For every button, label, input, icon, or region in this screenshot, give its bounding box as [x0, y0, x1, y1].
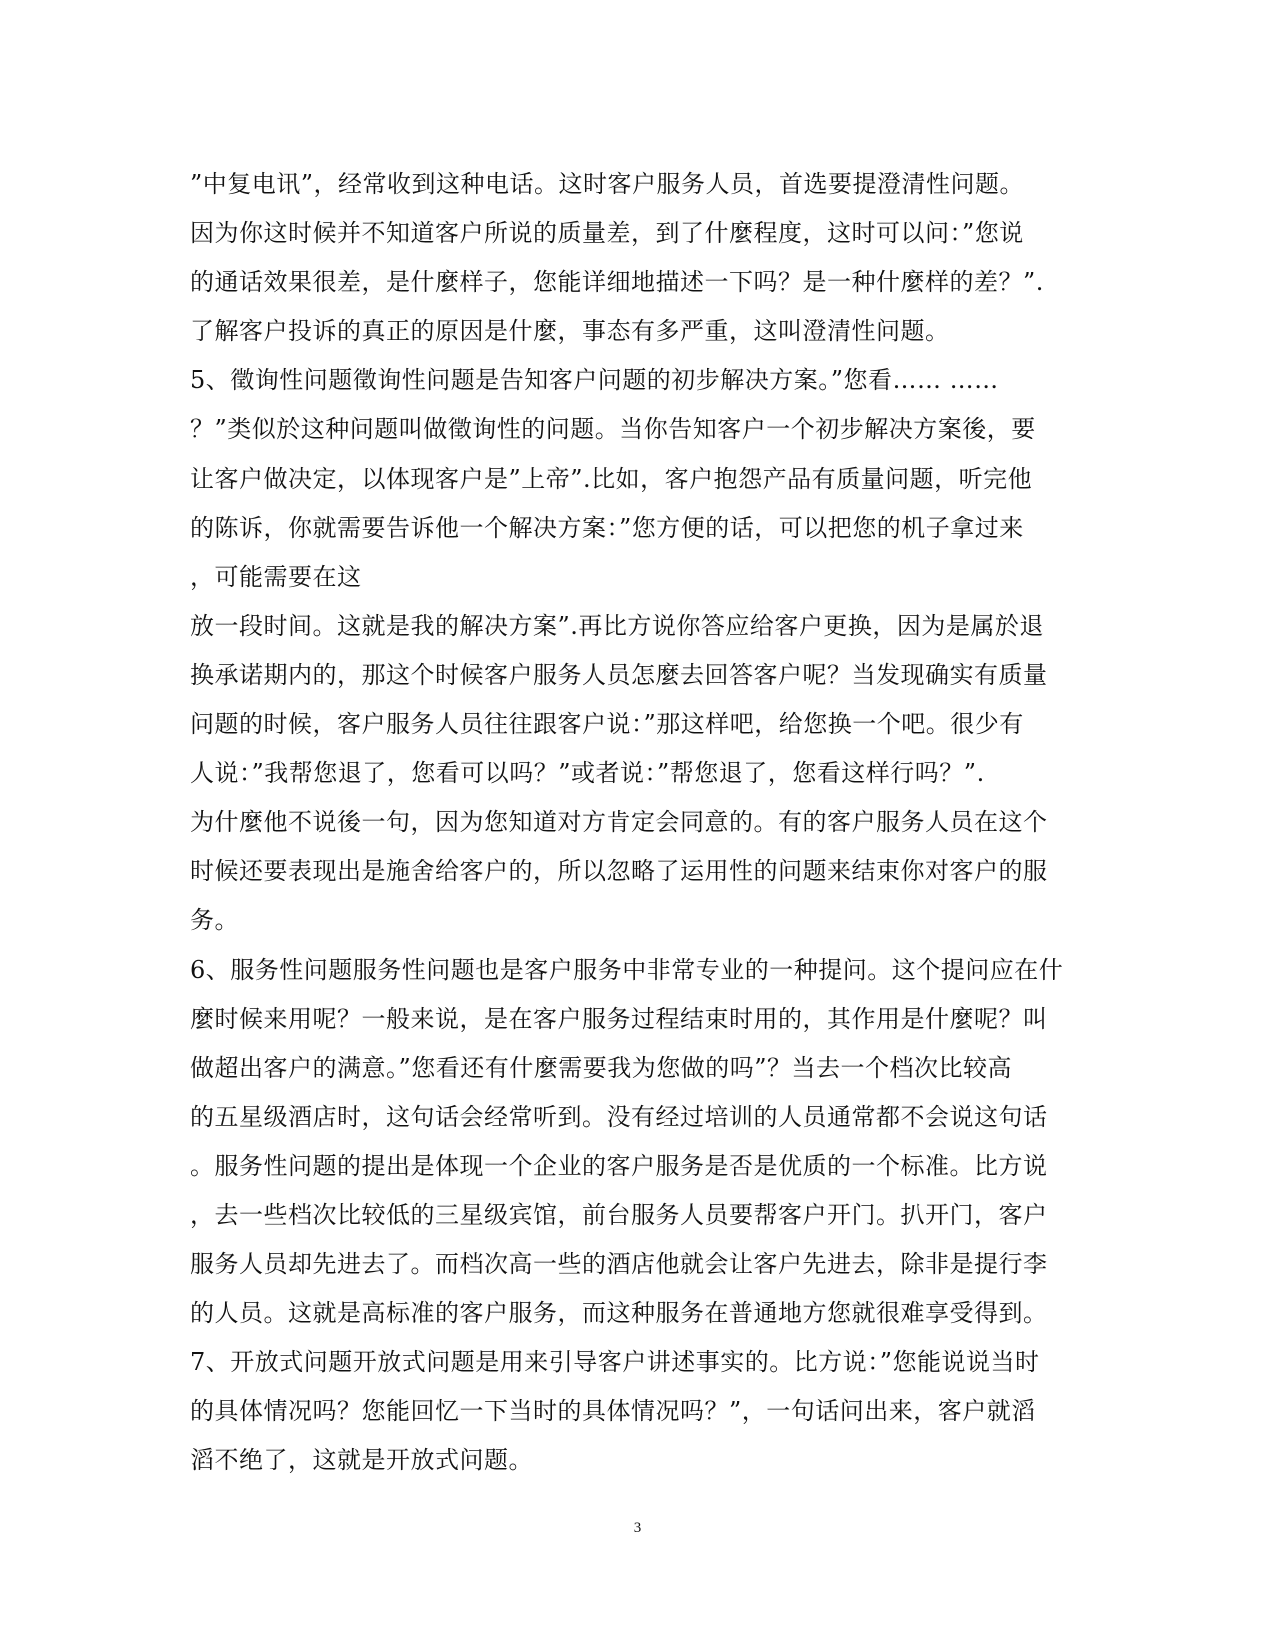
text-line: 换承诺期内的，那这个时候客户服务人员怎麼去回答客户呢？当发现确实有质量 — [190, 660, 1048, 689]
text-line: 让客户做决定，以体现客户是”上帝”.比如，客户抱怨产品有质量问题，听完他 — [190, 464, 1033, 493]
text-line: 的陈诉，你就需要告诉他一个解决方案：”您方便的话，可以把您的机子拿过来 — [190, 513, 1024, 542]
text-line: ，去一些档次比较低的三星级宾馆，前台服务人员要帮客户开门。扒开门，客户 — [190, 1200, 1048, 1229]
text-line: 做超出客户的满意。”您看还有什麼需要我为您做的吗”？当去一个档次比较高 — [190, 1053, 1013, 1082]
text-line: 因为你这时候并不知道客户所说的质量差，到了什麼程度，这时可以问：”您说 — [190, 219, 1024, 248]
text-line: 为什麼他不说後一句，因为您知道对方肯定会同意的。有的客户服务人员在这个 — [190, 808, 1048, 837]
text-line: 了解客户投诉的真正的原因是什麼，事态有多严重，这叫澄清性问题。 — [190, 317, 950, 346]
text-line: 务。 — [190, 906, 239, 935]
text-line: ？”类似於这种问题叫做徵询性的问题。当你告知客户一个初步解决方案後，要 — [190, 415, 1036, 444]
body-text — [190, 160, 1070, 1486]
text-line: 放一段时间。这就是我的解决方案”.再比方说你答应给客户更换，因为是属於退 — [190, 611, 1044, 640]
text-line: 的人员。这就是高标准的客户服务，而这种服务在普通地方您就很难享受得到。 — [190, 1299, 1048, 1328]
text-line: 问题的时候，客户服务人员往往跟客户说：”那这样吧，给您换一个吧。很少有 — [190, 710, 1024, 739]
text-line: 。服务性问题的提出是体现一个企业的客户服务是否是优质的一个标准。比方说 — [190, 1151, 1048, 1180]
text-line: ，可能需要在这 — [190, 562, 362, 591]
text-line: 服务人员却先进去了。而档次高一些的酒店他就会让客户先进去，除非是提行李 — [190, 1250, 1048, 1279]
text-line: 的具体情况吗？您能回忆一下当时的具体情况吗？”，一句话问出来，客户就滔 — [190, 1397, 1036, 1426]
text-line: ”中复电讯”，经常收到这种电话。这时客户服务人员，首选要提澄清性问题。 — [190, 170, 1025, 198]
text-line: 麼时候来用呢？一般来说，是在客户服务过程结束时用的，其作用是什麼呢？叫 — [190, 1004, 1048, 1033]
text-line: 滔不绝了，这就是开放式问题。 — [190, 1446, 533, 1475]
text-line: 5、徵询性问题徵询性问题是告知客户问题的初步解决方案。”您看…… …… — [190, 366, 999, 395]
text-line: 的通话效果很差，是什麼样子，您能详细地描述一下吗？是一种什麼样的差？”. — [190, 268, 1044, 297]
text-line: 人说：”我帮您退了，您看可以吗？”或者说：”帮您退了，您看这样行吗？”. — [190, 759, 985, 788]
text-line: 的五星级酒店时，这句话会经常听到。没有经过培训的人员通常都不会说这句话 — [190, 1102, 1048, 1131]
text-line: 时候还要表现出是施舍给客户的，所以忽略了运用性的问题来结束你对客户的服 — [190, 857, 1048, 886]
text-line: 7、开放式问题开放式问题是用来引导客户讲述事实的。比方说：”您能说说当时 — [190, 1348, 1040, 1377]
page-number: 3 — [633, 1520, 642, 1536]
text-line: 6、服务性问题服务性问题也是客户服务中非常专业的一种提问。这个提问应在什 — [190, 955, 1064, 984]
